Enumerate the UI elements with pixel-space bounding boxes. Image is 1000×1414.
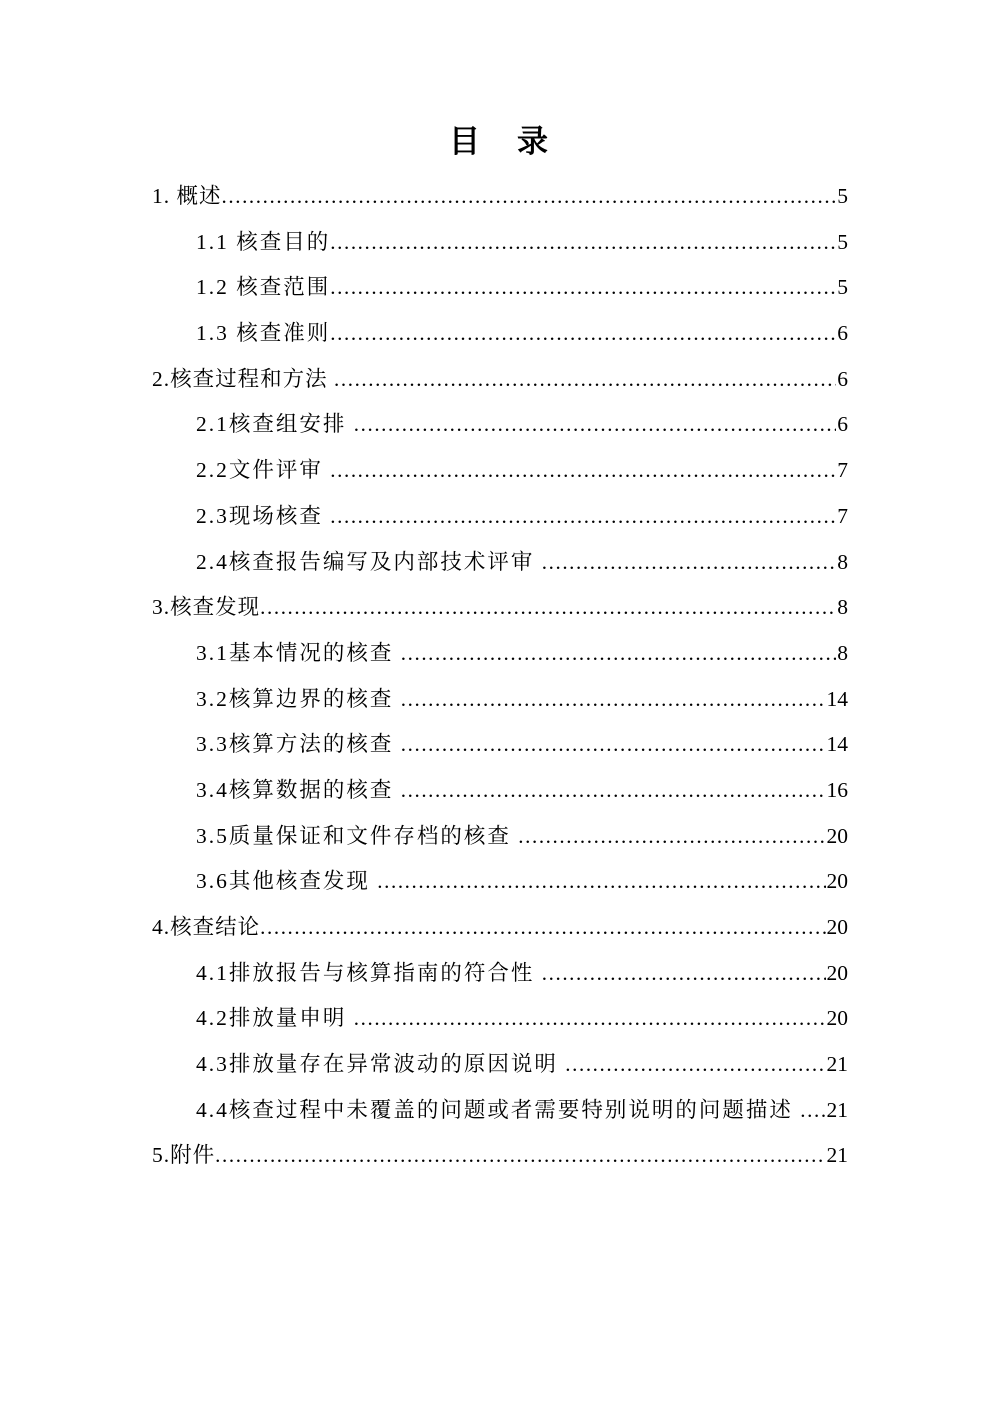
toc-entry[interactable] <box>152 494 848 540</box>
toc-entry-label: 1.2 核查范围 <box>196 275 331 300</box>
dot-leader <box>377 859 825 905</box>
toc-entry-page: 8 <box>837 549 848 574</box>
toc-entry-page: 20 <box>826 823 848 848</box>
dot-leader <box>330 220 836 266</box>
toc-entry-page: 6 <box>837 321 848 346</box>
toc-entry[interactable] <box>152 585 848 631</box>
toc-entry-label: 2.核查过程和方法 <box>152 366 335 391</box>
dot-leader <box>330 494 836 540</box>
toc-entry-page: 6 <box>837 412 848 437</box>
dot-leader <box>330 311 836 357</box>
toc-entry-label: 3.3核算方法的核查 <box>196 732 401 757</box>
dot-leader <box>401 677 826 723</box>
toc-entry-label: 3.1基本情况的核查 <box>196 640 401 665</box>
dot-leader <box>401 631 836 677</box>
toc-entry-page: 6 <box>837 366 848 391</box>
toc-entry[interactable] <box>152 859 848 905</box>
toc-entry-page: 14 <box>826 686 848 711</box>
toc-entry[interactable] <box>152 677 848 723</box>
toc-entry[interactable] <box>152 905 848 951</box>
toc-entry[interactable] <box>152 265 848 311</box>
toc-entry-page: 21 <box>826 1097 848 1122</box>
toc-entry-label: 3.核查发现 <box>152 595 261 620</box>
dot-leader <box>354 402 836 448</box>
toc-entry[interactable] <box>152 768 848 814</box>
toc-entry[interactable] <box>152 311 848 357</box>
toc-entry-page: 20 <box>826 915 848 939</box>
toc-entry-label: 5.附件 <box>152 1143 216 1168</box>
toc-entry[interactable] <box>152 814 848 860</box>
dot-leader <box>330 265 836 311</box>
dot-leader <box>565 1042 825 1088</box>
dot-leader <box>800 1088 825 1134</box>
toc-entry[interactable] <box>152 1042 848 1088</box>
toc-entry-page: 21 <box>826 1143 848 1168</box>
dot-leader <box>330 448 836 494</box>
dot-leader <box>401 722 826 768</box>
toc-entry-label: 4.3排放量存在异常波动的原因说明 <box>196 1052 566 1077</box>
toc-entry-label: 4.4核查过程中未覆盖的问题或者需要特别说明的问题描述 <box>196 1097 801 1122</box>
toc-entry[interactable] <box>152 1088 848 1134</box>
toc-entry-label: 2.1核查组安排 <box>196 412 354 437</box>
toc-entry[interactable] <box>152 448 848 494</box>
toc-entry[interactable] <box>152 540 848 586</box>
toc-entry[interactable] <box>152 1133 848 1179</box>
toc-entry-page: 14 <box>826 732 848 757</box>
toc-list <box>152 174 848 1179</box>
toc-entry[interactable] <box>152 402 848 448</box>
toc-entry-page: 16 <box>826 777 848 802</box>
toc-entry-label: 3.5质量保证和文件存档的核查 <box>196 823 519 848</box>
toc-entry-page: 5 <box>837 229 848 254</box>
toc-entry-label: 1.1 核查目的 <box>196 229 331 254</box>
dot-leader <box>354 996 826 1042</box>
toc-entry-page: 21 <box>826 1052 848 1077</box>
toc-entry-label: 3.6其他核查发现 <box>196 869 378 894</box>
toc-entry-label: 1.3 核查准则 <box>196 321 331 346</box>
toc-entry[interactable] <box>152 631 848 677</box>
toc-entry-label: 4.2排放量申明 <box>196 1006 354 1031</box>
dot-leader <box>401 768 826 814</box>
toc-entry-page: 5 <box>837 184 848 208</box>
page-title: 目 录 <box>449 124 551 159</box>
toc-entry-label: 4.1排放报告与核算指南的符合性 <box>196 960 542 985</box>
toc-entry[interactable] <box>152 174 848 220</box>
toc-entry-label: 2.3现场核查 <box>196 503 331 528</box>
toc-entry-page: 8 <box>837 640 848 665</box>
toc-entry-label: 2.4核查报告编写及内部技术评审 <box>196 549 542 574</box>
dot-leader <box>334 357 836 403</box>
toc-entry[interactable] <box>152 357 848 403</box>
dot-leader <box>260 905 825 951</box>
dot-leader <box>260 585 836 631</box>
toc-entry-page: 20 <box>826 869 848 894</box>
toc-entry[interactable] <box>152 951 848 997</box>
dot-leader <box>222 174 837 220</box>
toc-entry-page: 20 <box>826 1006 848 1031</box>
toc-entry[interactable] <box>152 996 848 1042</box>
toc-entry-page: 5 <box>837 275 848 300</box>
toc-entry-label: 3.2核算边界的核查 <box>196 686 401 711</box>
dot-leader <box>542 540 836 586</box>
toc-entry-page: 8 <box>837 595 848 620</box>
toc-entry[interactable] <box>152 220 848 266</box>
toc-entry-page: 7 <box>837 503 848 528</box>
toc-entry-page: 7 <box>837 458 848 483</box>
dot-leader <box>215 1133 825 1179</box>
toc-entry[interactable] <box>152 722 848 768</box>
toc-entry-label: 3.4核算数据的核查 <box>196 777 401 802</box>
toc-entry-label: 2.2文件评审 <box>196 458 331 483</box>
dot-leader <box>518 814 825 860</box>
dot-leader <box>542 951 826 997</box>
toc-entry-label: 1. 概述 <box>152 184 222 208</box>
toc-entry-label: 4.核查结论 <box>152 915 261 939</box>
toc-entry-page: 20 <box>826 960 848 985</box>
